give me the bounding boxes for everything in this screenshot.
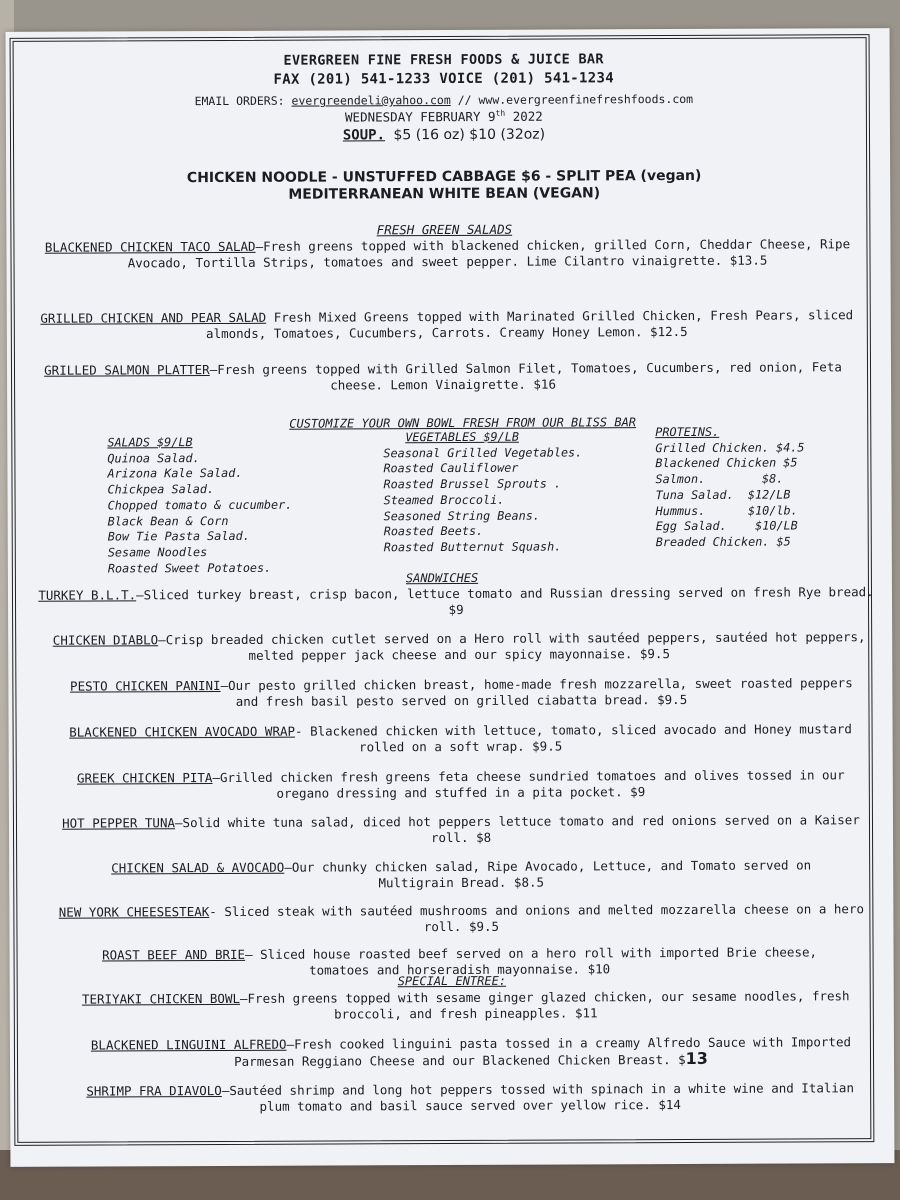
bliss-salads-heading: SALADS $9/LB xyxy=(107,435,193,450)
soup-list-line1: CHICKEN NOODLE - UNSTUFFED CABBAGE $6 - SPLIT PEA (vegan) xyxy=(186,167,702,187)
entree-item: SHRIMP FRA DIAVOLO—Sautéed shrimp and long hot peppers tossed with spinach in a white wine and Italian plum tomato and basil sauce served over yellow rice. $14 xyxy=(86,1080,854,1114)
phone-numbers: FAX (201) 541-1233 VOICE (201) 541-1234 xyxy=(273,70,614,88)
entree-item: BLACKENED LINGUINI ALFREDO—Fresh cooked linguini pasta tossed in a creamy Alfredo Sauce with Imported Parmesan Reggiano Cheese and our Blackened Chicken Breast. $13 xyxy=(90,1034,852,1069)
sandwich-item: TURKEY B.L.T.—Sliced turkey breast, crisp bacon, lettuce tomato and Russian dressing served on fresh Rye bread. $9 xyxy=(38,584,874,618)
list-item: Black Bean & Corn xyxy=(107,513,229,529)
sandwich-item: ROAST BEEF AND BRIE— Sliced house roasted beef served on a hero roll with imported Brie cheese, tomatoes and horseradish mayonnaise. $10 xyxy=(102,944,818,978)
bliss-heading: CUSTOMIZE YOUR OWN BOWL FRESH FROM OUR BLISS BAR xyxy=(289,415,637,431)
sandwich-item: HOT PEPPER TUNA—Solid white tuna salad, diced hot peppers lettuce tomato and red onions served on a Kaiser roll. $8 xyxy=(62,812,860,846)
soup-list-line2: MEDITERRANEAN WHITE BEAN (VEGAN) xyxy=(288,185,601,203)
menu-date: WEDNESDAY FEBRUARY 9th 2022 xyxy=(344,108,543,125)
list-item: Sesame Noodles xyxy=(107,544,208,560)
sandwich-item: CHICKEN DIABLO—Crisp breaded chicken cutlet served on a Hero roll with sautéed peppers, sautéed hot peppers, melted pepper jack cheese and our spicy mayonnaise. $9.5 xyxy=(52,629,866,663)
bliss-proteins-heading: PROTEINS. xyxy=(655,424,720,440)
list-item: Salmon. $8. xyxy=(655,471,784,487)
sandwiches-heading: SANDWICHES xyxy=(405,570,479,586)
list-item: Chopped tomato & cucumber. xyxy=(107,497,293,513)
list-item: Roasted Beets. xyxy=(383,524,484,539)
list-item: Chickpea Salad. xyxy=(107,482,215,497)
list-item: Breaded Chicken. $5 xyxy=(655,534,791,550)
list-item: Tuna Salad. $12/LB xyxy=(655,487,791,502)
bliss-proteins-column xyxy=(655,424,805,550)
list-item: Seasoned String Beans. xyxy=(383,508,540,523)
list-item: Grilled Chicken. $4.5 xyxy=(655,440,805,455)
bliss-salads-column xyxy=(107,435,292,577)
salads-heading: FRESH GREEN SALADS xyxy=(376,221,513,238)
list-item: Egg Salad. $10/LB xyxy=(655,518,798,534)
salad-item: BLACKENED CHICKEN TACO SALAD—Fresh greens topped with blackened chicken, grilled Corn, Cheddar Cheese, Ripe Avocado, Tortilla Strips, tomatoes and sweet pepper. Lime Cilantro vinaigrette. $13.5 xyxy=(44,236,851,271)
email-label: EMAIL ORDERS: xyxy=(194,93,285,109)
store-name: EVERGREEN FINE FRESH FOODS & JUICE BAR xyxy=(283,51,604,69)
bliss-vegetables-heading: VEGETABLES $9/LB xyxy=(405,429,519,445)
sandwich-item: GREEK CHICKEN PITA—Grilled chicken fresh greens feta cheese sundried tomatoes and olives tossed in our oregano dressing and stuffed in a pita pocket. $9 xyxy=(76,767,845,801)
soup-prices: $5 (16 oz) $10 (32oz) xyxy=(393,126,546,144)
bliss-vegetables-column xyxy=(383,429,582,555)
menu-sheet xyxy=(6,28,895,1167)
list-item: Roasted Brussel Sprouts . xyxy=(383,476,562,492)
list-item: Bow Tie Pasta Salad. xyxy=(107,529,250,544)
list-item: Roasted Cauliflower xyxy=(383,461,519,476)
list-item: Roasted Butternut Squash. xyxy=(383,539,562,555)
entree-item: TERIYAKI CHICKEN BOWL—Fresh greens topped with sesame ginger glazed chicken, our sesame noodles, fresh broccoli, and fresh pineapples. $11 xyxy=(81,988,850,1022)
entree-heading: SPECIAL ENTREE: xyxy=(397,973,507,989)
list-item: Quinoa Salad. xyxy=(107,450,200,466)
handwritten-price: 13 xyxy=(685,1048,708,1068)
list-item: Blackened Chicken $5 xyxy=(655,455,798,471)
soup-label: SOUP. xyxy=(342,127,386,144)
salad-item: GRILLED CHICKEN AND PEAR SALAD Fresh Mixed Greens topped with Marinated Grilled Chicken, Fresh Pears, sliced almonds, Tomatoes, Cucumbers, Carrots. Creamy Honey Lemon. $12.5 xyxy=(40,307,854,342)
list-item: Hummus. $10/lb. xyxy=(655,502,798,518)
list-item: Arizona Kale Salad. xyxy=(107,466,243,481)
sandwich-item: BLACKENED CHICKEN AVOCADO WRAP- Blackened chicken with lettuce, tomato, sliced avocado and Honey mustard rolled on a soft wrap. $9.5 xyxy=(69,721,852,755)
sandwich-item: CHICKEN SALAD & AVOCADO—Our chunky chicken salad, Ripe Avocado, Lettuce, and Tomato served on Multigrain Bread. $8.5 xyxy=(111,857,812,891)
list-item: Seasonal Grilled Vegetables. xyxy=(383,445,583,460)
sandwich-item: PESTO CHICKEN PANINI—Our pesto grilled chicken breast, home-made fresh mozzarella, sweet roasted peppers and fresh basil pesto served on grilled ciabatta bread. $9.5 xyxy=(70,675,853,709)
email-link[interactable]: evergreendeli@yahoo.com xyxy=(291,92,451,108)
sandwich-item: NEW YORK CHEESESTEAK- Sliced steak with sautéed mushrooms and onions and melted mozzarella cheese on a hero roll. $9.5 xyxy=(58,901,865,935)
list-item: Steamed Broccoli. xyxy=(383,492,505,508)
website-link[interactable]: // www.evergreenfinefreshfoods.com xyxy=(457,91,694,107)
salad-item: GRILLED SALMON PLATTER—Fresh greens topped with Grilled Salmon Filet, Tomatoes, Cucumbers, red onion, Feta cheese. Lemon Vinaigrette. $16 xyxy=(44,359,842,393)
list-item: Roasted Sweet Potatoes. xyxy=(107,560,272,576)
